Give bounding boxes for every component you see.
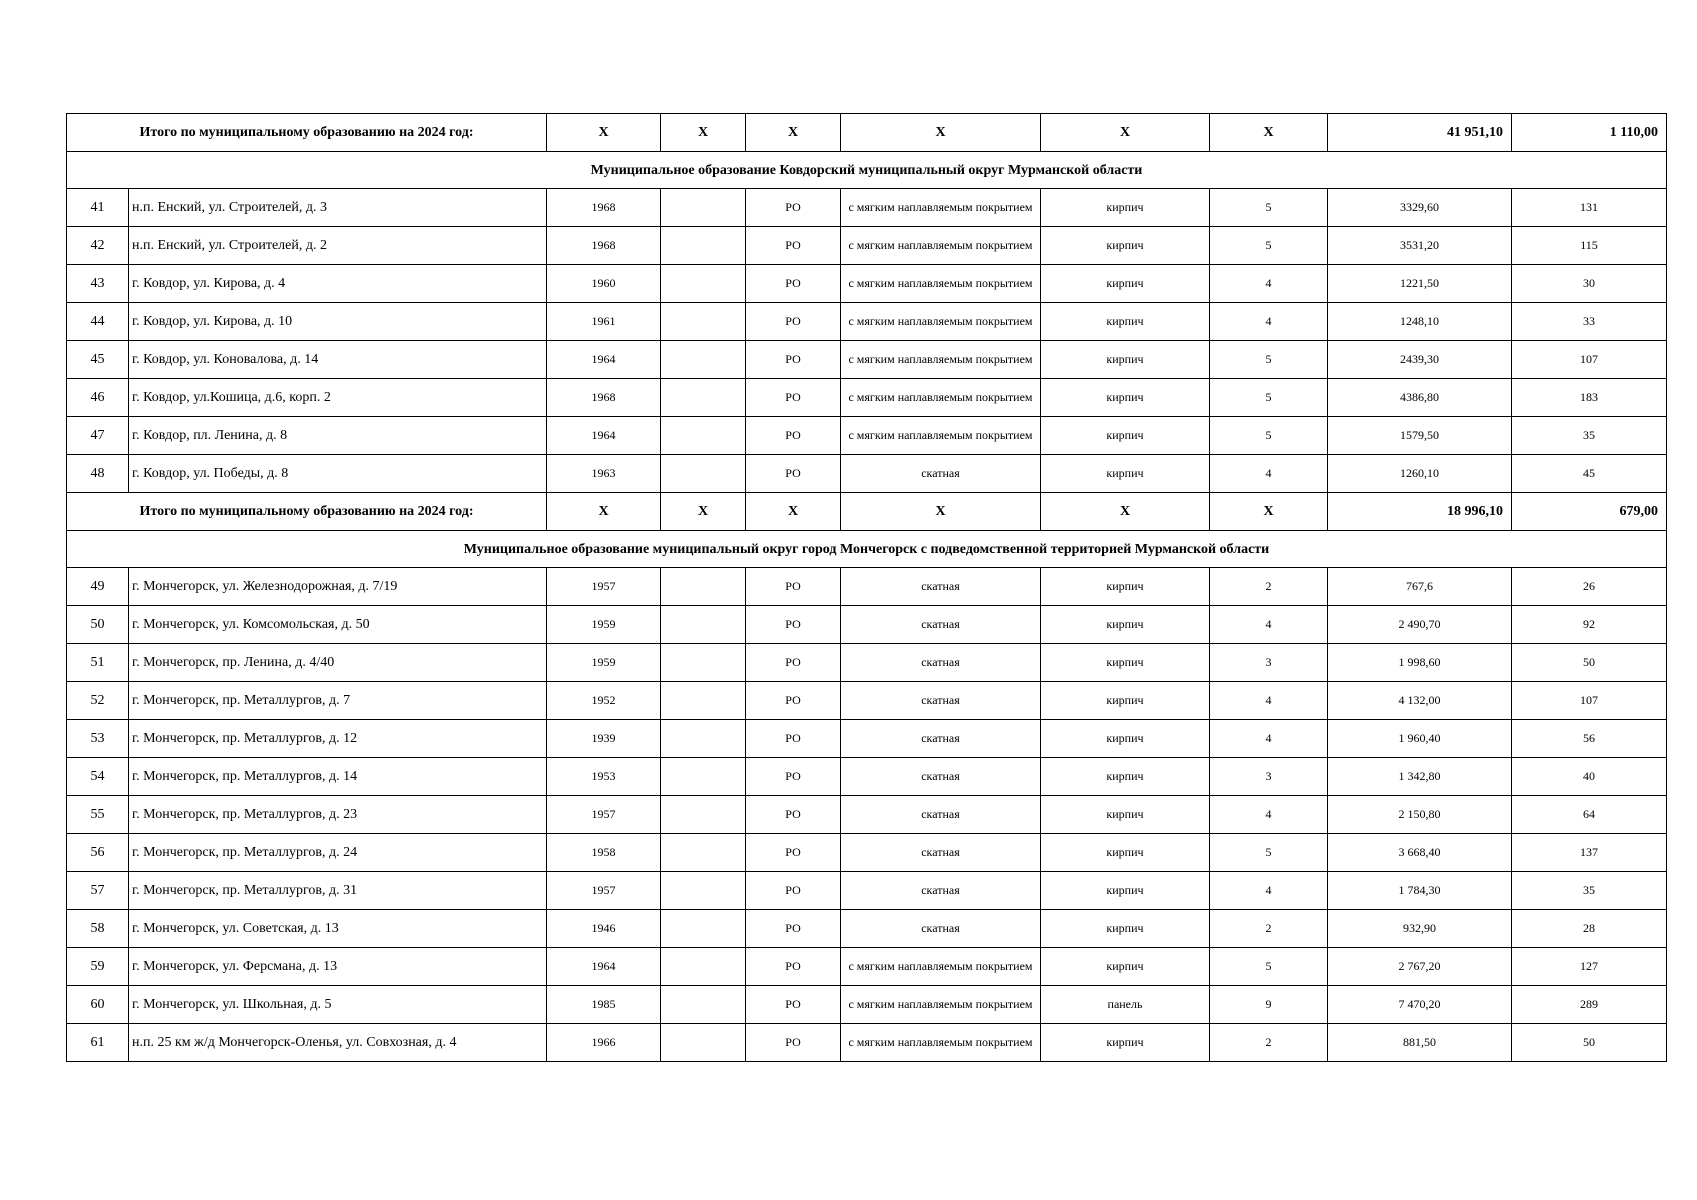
table-row <box>67 455 1667 493</box>
type-cell: РО <box>746 303 841 341</box>
wall-material-cell: кирпич <box>1041 948 1210 986</box>
roof-type-cell: скатная <box>841 568 1041 606</box>
row-number: 43 <box>67 265 129 303</box>
row-number: 56 <box>67 834 129 872</box>
row-number: 45 <box>67 341 129 379</box>
empty-cell <box>661 834 746 872</box>
empty-cell <box>661 265 746 303</box>
year-cell: 1946 <box>547 910 661 948</box>
row-number: 54 <box>67 758 129 796</box>
row-number: 51 <box>67 644 129 682</box>
row-number: 47 <box>67 417 129 455</box>
empty-cell <box>661 948 746 986</box>
floors-cell: 3 <box>1210 644 1328 682</box>
address-cell: г. Ковдор, ул. Победы, д. 8 <box>129 455 547 493</box>
address-cell: г. Мончегорск, пр. Металлургов, д. 7 <box>129 682 547 720</box>
year-cell: 1959 <box>547 644 661 682</box>
floors-cell: 5 <box>1210 227 1328 265</box>
residents-cell: 107 <box>1512 341 1667 379</box>
empty-cell <box>661 682 746 720</box>
area-cell: 1 784,30 <box>1328 872 1512 910</box>
housing-register-table <box>66 113 1667 1062</box>
total-mark: X <box>1210 114 1328 152</box>
roof-type-cell: скатная <box>841 644 1041 682</box>
roof-type-cell: с мягким наплавляемым покрытием <box>841 379 1041 417</box>
total-mark: X <box>661 114 746 152</box>
empty-cell <box>661 455 746 493</box>
empty-cell <box>661 189 746 227</box>
type-cell: РО <box>746 568 841 606</box>
wall-material-cell: кирпич <box>1041 379 1210 417</box>
row-number: 49 <box>67 568 129 606</box>
row-number: 52 <box>67 682 129 720</box>
residents-cell: 289 <box>1512 986 1667 1024</box>
area-cell: 4 132,00 <box>1328 682 1512 720</box>
wall-material-cell: кирпич <box>1041 910 1210 948</box>
table-row <box>67 682 1667 720</box>
row-number: 60 <box>67 986 129 1024</box>
type-cell: РО <box>746 872 841 910</box>
floors-cell: 5 <box>1210 379 1328 417</box>
table-row <box>67 417 1667 455</box>
floors-cell: 4 <box>1210 872 1328 910</box>
table-row <box>67 227 1667 265</box>
address-cell: н.п. Енский, ул. Строителей, д. 3 <box>129 189 547 227</box>
total-row <box>67 114 1667 152</box>
address-cell: н.п. 25 км ж/д Мончегорск-Оленья, ул. Совхозная, д. 4 <box>129 1024 547 1062</box>
year-cell: 1968 <box>547 189 661 227</box>
empty-cell <box>661 568 746 606</box>
row-number: 57 <box>67 872 129 910</box>
type-cell: РО <box>746 227 841 265</box>
area-cell: 1260,10 <box>1328 455 1512 493</box>
table-row <box>67 720 1667 758</box>
floors-cell: 4 <box>1210 303 1328 341</box>
roof-type-cell: скатная <box>841 720 1041 758</box>
table-row <box>67 644 1667 682</box>
area-cell: 2 767,20 <box>1328 948 1512 986</box>
type-cell: РО <box>746 910 841 948</box>
empty-cell <box>661 644 746 682</box>
residents-cell: 92 <box>1512 606 1667 644</box>
row-number: 55 <box>67 796 129 834</box>
section-title: Муниципальное образование Ковдорский муниципальный округ Мурманской области <box>67 152 1667 189</box>
type-cell: РО <box>746 379 841 417</box>
total-mark: X <box>1210 493 1328 531</box>
type-cell: РО <box>746 1024 841 1062</box>
roof-type-cell: с мягким наплавляемым покрытием <box>841 986 1041 1024</box>
residents-cell: 33 <box>1512 303 1667 341</box>
year-cell: 1968 <box>547 379 661 417</box>
empty-cell <box>661 872 746 910</box>
table-row <box>67 265 1667 303</box>
roof-type-cell: с мягким наплавляемым покрытием <box>841 948 1041 986</box>
row-number: 59 <box>67 948 129 986</box>
empty-cell <box>661 796 746 834</box>
area-cell: 1579,50 <box>1328 417 1512 455</box>
table-row <box>67 872 1667 910</box>
wall-material-cell: кирпич <box>1041 417 1210 455</box>
year-cell: 1964 <box>547 417 661 455</box>
residents-cell: 50 <box>1512 1024 1667 1062</box>
year-cell: 1985 <box>547 986 661 1024</box>
roof-type-cell: скатная <box>841 455 1041 493</box>
type-cell: РО <box>746 758 841 796</box>
total-residents: 679,00 <box>1512 493 1667 531</box>
total-area: 41 951,10 <box>1328 114 1512 152</box>
empty-cell <box>661 379 746 417</box>
floors-cell: 5 <box>1210 417 1328 455</box>
row-number: 48 <box>67 455 129 493</box>
type-cell: РО <box>746 341 841 379</box>
table-row <box>67 986 1667 1024</box>
wall-material-cell: кирпич <box>1041 303 1210 341</box>
total-row <box>67 493 1667 531</box>
wall-material-cell: кирпич <box>1041 796 1210 834</box>
residents-cell: 131 <box>1512 189 1667 227</box>
empty-cell <box>661 606 746 644</box>
wall-material-cell: кирпич <box>1041 189 1210 227</box>
empty-cell <box>661 720 746 758</box>
area-cell: 1 342,80 <box>1328 758 1512 796</box>
table-row <box>67 910 1667 948</box>
wall-material-cell: кирпич <box>1041 834 1210 872</box>
wall-material-cell: кирпич <box>1041 227 1210 265</box>
row-number: 61 <box>67 1024 129 1062</box>
section-header-row <box>67 531 1667 568</box>
wall-material-cell: кирпич <box>1041 682 1210 720</box>
address-cell: г. Мончегорск, ул. Комсомольская, д. 50 <box>129 606 547 644</box>
wall-material-cell: кирпич <box>1041 265 1210 303</box>
residents-cell: 56 <box>1512 720 1667 758</box>
empty-cell <box>661 986 746 1024</box>
residents-cell: 107 <box>1512 682 1667 720</box>
wall-material-cell: кирпич <box>1041 455 1210 493</box>
year-cell: 1960 <box>547 265 661 303</box>
residents-cell: 35 <box>1512 872 1667 910</box>
area-cell: 2 490,70 <box>1328 606 1512 644</box>
total-mark: X <box>1041 114 1210 152</box>
residents-cell: 183 <box>1512 379 1667 417</box>
wall-material-cell: панель <box>1041 986 1210 1024</box>
residents-cell: 50 <box>1512 644 1667 682</box>
roof-type-cell: скатная <box>841 910 1041 948</box>
area-cell: 3329,60 <box>1328 189 1512 227</box>
type-cell: РО <box>746 265 841 303</box>
row-number: 41 <box>67 189 129 227</box>
table-row <box>67 568 1667 606</box>
roof-type-cell: с мягким наплавляемым покрытием <box>841 303 1041 341</box>
area-cell: 932,90 <box>1328 910 1512 948</box>
floors-cell: 4 <box>1210 265 1328 303</box>
wall-material-cell: кирпич <box>1041 568 1210 606</box>
type-cell: РО <box>746 948 841 986</box>
empty-cell <box>661 303 746 341</box>
total-mark: X <box>547 493 661 531</box>
table-row <box>67 758 1667 796</box>
wall-material-cell: кирпич <box>1041 872 1210 910</box>
table-row <box>67 834 1667 872</box>
area-cell: 7 470,20 <box>1328 986 1512 1024</box>
row-number: 58 <box>67 910 129 948</box>
area-cell: 1248,10 <box>1328 303 1512 341</box>
residents-cell: 35 <box>1512 417 1667 455</box>
address-cell: г. Ковдор, ул. Кирова, д. 10 <box>129 303 547 341</box>
total-area: 18 996,10 <box>1328 493 1512 531</box>
total-mark: X <box>547 114 661 152</box>
empty-cell <box>661 910 746 948</box>
empty-cell <box>661 1024 746 1062</box>
residents-cell: 26 <box>1512 568 1667 606</box>
roof-type-cell: с мягким наплавляемым покрытием <box>841 341 1041 379</box>
total-mark: X <box>746 114 841 152</box>
row-number: 46 <box>67 379 129 417</box>
row-number: 53 <box>67 720 129 758</box>
type-cell: РО <box>746 834 841 872</box>
address-cell: г. Ковдор, ул. Кирова, д. 4 <box>129 265 547 303</box>
address-cell: г. Ковдор, ул. Коновалова, д. 14 <box>129 341 547 379</box>
wall-material-cell: кирпич <box>1041 606 1210 644</box>
area-cell: 881,50 <box>1328 1024 1512 1062</box>
area-cell: 1 998,60 <box>1328 644 1512 682</box>
empty-cell <box>661 341 746 379</box>
floors-cell: 5 <box>1210 834 1328 872</box>
empty-cell <box>661 417 746 455</box>
address-cell: н.п. Енский, ул. Строителей, д. 2 <box>129 227 547 265</box>
wall-material-cell: кирпич <box>1041 720 1210 758</box>
floors-cell: 9 <box>1210 986 1328 1024</box>
roof-type-cell: скатная <box>841 834 1041 872</box>
address-cell: г. Ковдор, ул.Кошица, д.6, корп. 2 <box>129 379 547 417</box>
table-row <box>67 189 1667 227</box>
floors-cell: 5 <box>1210 948 1328 986</box>
address-cell: г. Мончегорск, пр. Ленина, д. 4/40 <box>129 644 547 682</box>
residents-cell: 64 <box>1512 796 1667 834</box>
table-row <box>67 303 1667 341</box>
roof-type-cell: скатная <box>841 682 1041 720</box>
floors-cell: 4 <box>1210 796 1328 834</box>
roof-type-cell: с мягким наплавляемым покрытием <box>841 1024 1041 1062</box>
floors-cell: 2 <box>1210 1024 1328 1062</box>
area-cell: 4386,80 <box>1328 379 1512 417</box>
area-cell: 3531,20 <box>1328 227 1512 265</box>
total-mark: X <box>1041 493 1210 531</box>
year-cell: 1939 <box>547 720 661 758</box>
year-cell: 1957 <box>547 568 661 606</box>
floors-cell: 4 <box>1210 606 1328 644</box>
type-cell: РО <box>746 644 841 682</box>
roof-type-cell: скатная <box>841 606 1041 644</box>
floors-cell: 2 <box>1210 568 1328 606</box>
total-label: Итого по муниципальному образованию на 2024 год: <box>67 493 547 531</box>
row-number: 42 <box>67 227 129 265</box>
residents-cell: 28 <box>1512 910 1667 948</box>
table-row <box>67 606 1667 644</box>
year-cell: 1957 <box>547 872 661 910</box>
address-cell: г. Мончегорск, пр. Металлургов, д. 23 <box>129 796 547 834</box>
roof-type-cell: скатная <box>841 872 1041 910</box>
floors-cell: 2 <box>1210 910 1328 948</box>
area-cell: 2 150,80 <box>1328 796 1512 834</box>
roof-type-cell: с мягким наплавляемым покрытием <box>841 189 1041 227</box>
type-cell: РО <box>746 606 841 644</box>
type-cell: РО <box>746 682 841 720</box>
address-cell: г. Мончегорск, ул. Советская, д. 13 <box>129 910 547 948</box>
year-cell: 1963 <box>547 455 661 493</box>
wall-material-cell: кирпич <box>1041 644 1210 682</box>
total-mark: X <box>661 493 746 531</box>
table-row <box>67 948 1667 986</box>
area-cell: 767,6 <box>1328 568 1512 606</box>
section-header-row <box>67 152 1667 189</box>
year-cell: 1958 <box>547 834 661 872</box>
year-cell: 1968 <box>547 227 661 265</box>
floors-cell: 5 <box>1210 189 1328 227</box>
address-cell: г. Мончегорск, пр. Металлургов, д. 12 <box>129 720 547 758</box>
area-cell: 3 668,40 <box>1328 834 1512 872</box>
year-cell: 1964 <box>547 341 661 379</box>
year-cell: 1953 <box>547 758 661 796</box>
total-mark: X <box>841 493 1041 531</box>
area-cell: 1221,50 <box>1328 265 1512 303</box>
section-title: Муниципальное образование муниципальный округ город Мончегорск с подведомственной территорией Мурманской области <box>67 531 1667 568</box>
roof-type-cell: с мягким наплавляемым покрытием <box>841 417 1041 455</box>
area-cell: 2439,30 <box>1328 341 1512 379</box>
year-cell: 1952 <box>547 682 661 720</box>
residents-cell: 40 <box>1512 758 1667 796</box>
residents-cell: 45 <box>1512 455 1667 493</box>
type-cell: РО <box>746 189 841 227</box>
table-row <box>67 341 1667 379</box>
floors-cell: 3 <box>1210 758 1328 796</box>
residents-cell: 115 <box>1512 227 1667 265</box>
total-mark: X <box>746 493 841 531</box>
year-cell: 1964 <box>547 948 661 986</box>
row-number: 44 <box>67 303 129 341</box>
table-row <box>67 379 1667 417</box>
type-cell: РО <box>746 796 841 834</box>
address-cell: г. Мончегорск, ул. Железнодорожная, д. 7/19 <box>129 568 547 606</box>
type-cell: РО <box>746 455 841 493</box>
roof-type-cell: с мягким наплавляемым покрытием <box>841 265 1041 303</box>
floors-cell: 4 <box>1210 720 1328 758</box>
table-row <box>67 796 1667 834</box>
roof-type-cell: с мягким наплавляемым покрытием <box>841 227 1041 265</box>
total-label: Итого по муниципальному образованию на 2024 год: <box>67 114 547 152</box>
year-cell: 1957 <box>547 796 661 834</box>
table-body <box>67 114 1667 1062</box>
address-cell: г. Мончегорск, пр. Металлургов, д. 14 <box>129 758 547 796</box>
address-cell: г. Ковдор, пл. Ленина, д. 8 <box>129 417 547 455</box>
address-cell: г. Мончегорск, пр. Металлургов, д. 24 <box>129 834 547 872</box>
residents-cell: 30 <box>1512 265 1667 303</box>
row-number: 50 <box>67 606 129 644</box>
total-residents: 1 110,00 <box>1512 114 1667 152</box>
floors-cell: 5 <box>1210 341 1328 379</box>
roof-type-cell: скатная <box>841 796 1041 834</box>
type-cell: РО <box>746 417 841 455</box>
year-cell: 1959 <box>547 606 661 644</box>
floors-cell: 4 <box>1210 682 1328 720</box>
residents-cell: 137 <box>1512 834 1667 872</box>
total-mark: X <box>841 114 1041 152</box>
address-cell: г. Мончегорск, ул. Школьная, д. 5 <box>129 986 547 1024</box>
empty-cell <box>661 758 746 796</box>
empty-cell <box>661 227 746 265</box>
wall-material-cell: кирпич <box>1041 341 1210 379</box>
address-cell: г. Мончегорск, ул. Ферсмана, д. 13 <box>129 948 547 986</box>
wall-material-cell: кирпич <box>1041 1024 1210 1062</box>
wall-material-cell: кирпич <box>1041 758 1210 796</box>
table-row <box>67 1024 1667 1062</box>
residents-cell: 127 <box>1512 948 1667 986</box>
floors-cell: 4 <box>1210 455 1328 493</box>
address-cell: г. Мончегорск, пр. Металлургов, д. 31 <box>129 872 547 910</box>
area-cell: 1 960,40 <box>1328 720 1512 758</box>
year-cell: 1966 <box>547 1024 661 1062</box>
type-cell: РО <box>746 986 841 1024</box>
year-cell: 1961 <box>547 303 661 341</box>
roof-type-cell: скатная <box>841 758 1041 796</box>
type-cell: РО <box>746 720 841 758</box>
